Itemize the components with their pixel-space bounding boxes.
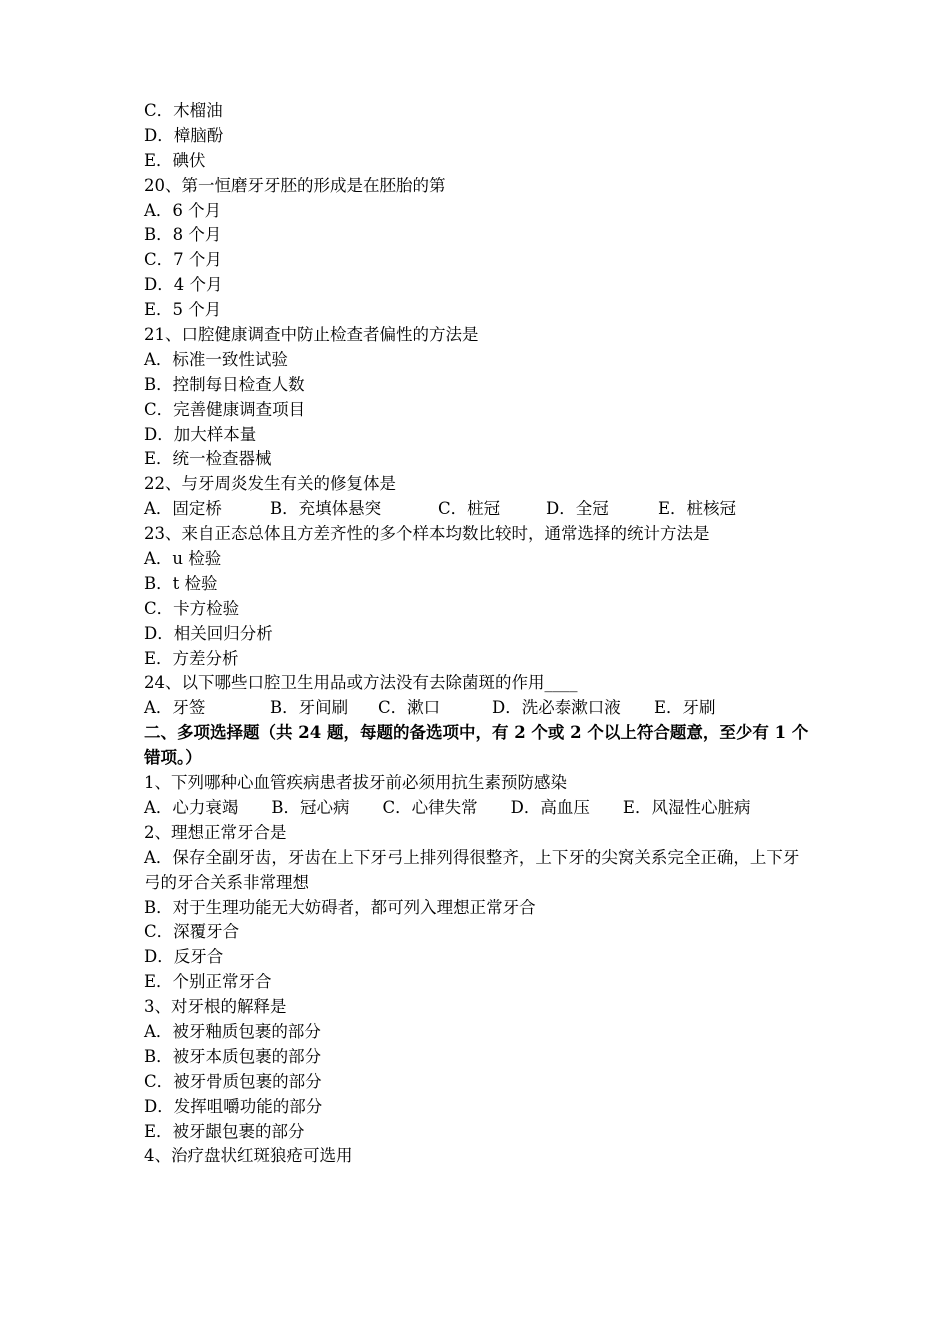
option-item: E．牙刷 (654, 698, 716, 718)
text-line: 23、来自正态总体且方差齐性的多个样本均数比较时，通常选择的统计方法是 (144, 524, 710, 544)
text-line: C．卡方检验 (144, 598, 240, 618)
text-line: 3、对牙根的解释是 (144, 997, 287, 1017)
text-line: C．完善健康调查项目 (144, 399, 306, 419)
option-item: A．固定桥 (144, 499, 222, 519)
text-line: C．被牙骨质包裹的部分 (144, 1071, 322, 1091)
text-line: E．统一检查器械 (144, 449, 272, 469)
text-line: A．u 检验 (144, 549, 222, 569)
text-line: D．加大样本量 (144, 424, 257, 444)
text-line: C．深覆牙合 (144, 922, 240, 942)
text-line: E．方差分析 (144, 648, 239, 668)
option-row (144, 696, 814, 721)
text-line: A．保存全副牙齿，牙齿在上下牙弓上排列得很整齐，上下牙的尖窝关系完全正确，上下牙弓的牙合关系非常理想 (144, 847, 800, 892)
text-line: B．对于生理功能无大妨碍者，都可列入理想正常牙合 (144, 897, 536, 917)
text-line: 4、治疗盘状红斑狼疮可选用 (144, 1146, 353, 1166)
section-heading: 二、多项选择题（共 24 题，每题的备选项中，有 2 个或 2 个以上符合题意，至少有 1 个错项。） (144, 723, 809, 768)
option-item: D．洗必泰漱口液 (492, 698, 621, 718)
text-line: D．相关回归分析 (144, 623, 273, 643)
text-line: A．标准一致性试验 (144, 349, 288, 369)
text-line: D．樟脑酚 (144, 125, 224, 145)
text-line: D．4 个月 (144, 275, 223, 295)
option-row (144, 497, 814, 522)
option-item: C．桩冠 (438, 499, 501, 519)
text-line: B．控制每日检查人数 (144, 374, 305, 394)
text-line: D．发挥咀嚼功能的部分 (144, 1096, 323, 1116)
option-item: C．漱口 (378, 698, 441, 718)
text-line: A．被牙釉质包裹的部分 (144, 1022, 321, 1042)
option-item: A．牙签 (144, 698, 206, 718)
text-line: E．5 个月 (144, 300, 222, 320)
text-line: A．心力衰竭 B．冠心病 C．心律失常 D．高血压 E．风湿性心脏病 (144, 797, 751, 817)
text-line: 22、与牙周炎发生有关的修复体是 (144, 474, 396, 494)
text-line: E．个别正常牙合 (144, 972, 272, 992)
text-line: C．木榴油 (144, 101, 223, 120)
text-line: 1、下列哪种心血管疾病患者拔牙前必须用抗生素预防感染 (144, 773, 567, 793)
exam-text (144, 99, 814, 1169)
text-line: 20、第一恒磨牙牙胚的形成是在胚胎的第 (144, 175, 446, 195)
text-line: E．被牙龈包裹的部分 (144, 1121, 305, 1141)
option-item: B．牙间刷 (270, 698, 349, 718)
text-line: 2、理想正常牙合是 (144, 822, 287, 842)
option-item: B．充填体悬突 (270, 499, 382, 519)
text-line: B．被牙本质包裹的部分 (144, 1046, 322, 1066)
text-line: C．7 个月 (144, 250, 222, 270)
option-item: D．全冠 (546, 499, 609, 519)
text-line: 24、以下哪些口腔卫生用品或方法没有去除菌斑的作用____ (144, 673, 578, 693)
text-line: E．碘伏 (144, 150, 206, 170)
text-line: A．6 个月 (144, 200, 222, 220)
text-line: B．t 检验 (144, 573, 218, 593)
text-line: D．反牙合 (144, 947, 224, 967)
text-line: B．8 个月 (144, 225, 222, 245)
text-line: 21、口腔健康调查中防止检查者偏性的方法是 (144, 325, 479, 345)
option-item: E．桩核冠 (658, 499, 737, 519)
